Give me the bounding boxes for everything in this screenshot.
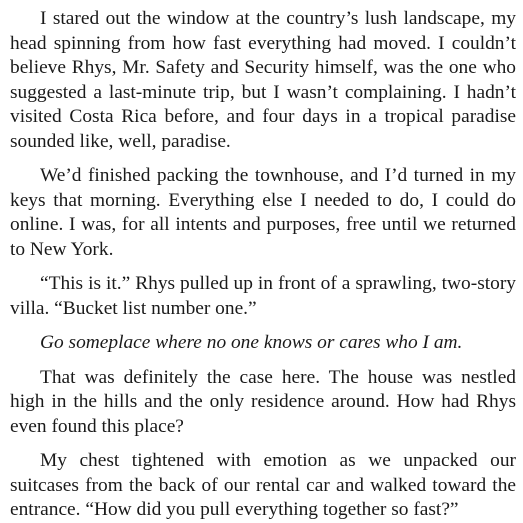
paragraph-house: That was definitely the case here. The house was nestled high in the hills and the only residence around. How had Rhys even found this place? (10, 366, 516, 437)
book-page (10, 7, 516, 523)
paragraph-unpacking: My chest tightened with emotion as we unpacked our suitcases from the back of our rental car and walked toward the entrance. “How did you pull everything together so fast?” (10, 450, 516, 520)
paragraph-villa: “This is it.” Rhys pulled up in front of a sprawling, two-story villa. “Bucket list number one.” (10, 273, 516, 319)
paragraph-bucket-list-item: Go someplace where no one knows or cares who I am. (40, 332, 463, 353)
paragraph-packing: We’d finished packing the townhouse, and I’d turned in my keys that morning. Everything else I needed to do, I could do online. I was, for all intents and purposes, free until we returned to New York. (10, 165, 516, 260)
paragraph-window: I stared out the window at the country’s lush landscape, my head spinning from how fast everything had moved. I couldn’t believe Rhys, Mr. Safety and Security himself, was the one who suggested a last-minute trip, but I wasn’t complaining. I hadn’t visited Costa Rica before, and four days in a tropical paradise sounded like, well, paradise. (10, 8, 516, 152)
